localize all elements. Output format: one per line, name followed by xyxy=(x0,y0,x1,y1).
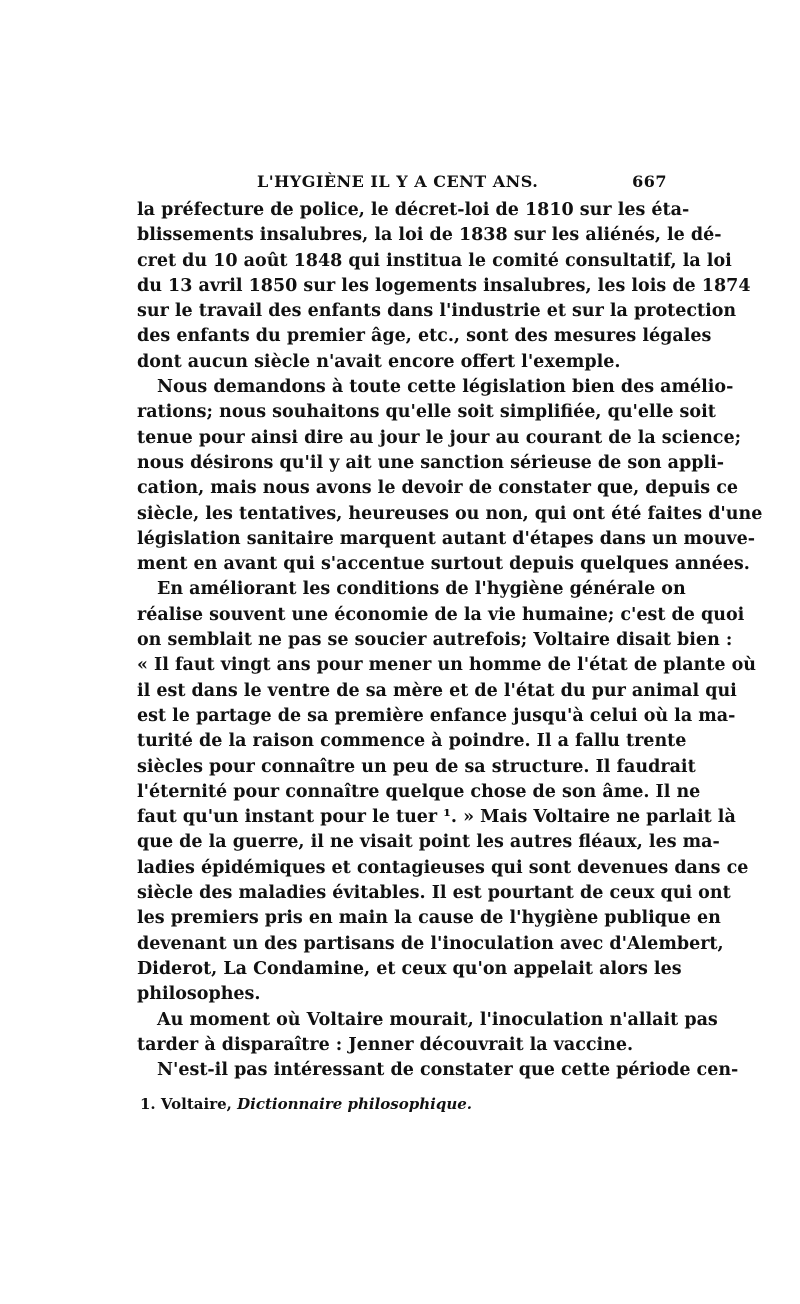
footnote-author: Voltaire, xyxy=(160,1095,232,1113)
text-line: du 13 avril 1850 sur les logements insalubres, les lois de 1874 xyxy=(137,275,751,296)
text-line: Nous demandons à toute cette législation bien des amélio- xyxy=(157,377,734,398)
text-line: sur le travail des enfants dans l'industrie et sur la protection xyxy=(137,301,737,322)
text-line: réalise souvent une économie de la vie humaine; c'est de quoi xyxy=(137,604,745,625)
text-line: nous désirons qu'il y ait une sanction sérieuse de son appli- xyxy=(137,452,725,473)
text-line: législation sanitaire marquent autant d'étapes dans un mouve- xyxy=(137,528,755,549)
footnote-work: Dictionnaire philosophique. xyxy=(237,1095,472,1113)
page-number: 667 xyxy=(632,172,667,191)
text-line: dont aucun siècle n'avait encore offert l'exemple. xyxy=(137,351,621,372)
text-line: tarder à disparaître : Jenner découvrait la vaccine. xyxy=(137,1034,634,1055)
text-line: siècle des maladies évitables. Il est pourtant de ceux qui ont xyxy=(137,883,731,904)
running-header xyxy=(137,172,667,196)
text-line: faut qu'un instant pour le tuer ¹. » Mais Voltaire ne parlait là xyxy=(137,807,736,828)
text-line: siècle, les tentatives, heureuses ou non, qui ont été faites d'une xyxy=(137,503,763,524)
text-line: rations; nous souhaitons qu'elle soit simplifiée, qu'elle soit xyxy=(137,402,716,423)
text-line: la préfecture de police, le décret-loi de 1810 sur les éta- xyxy=(137,200,690,220)
text-line: Au moment où Voltaire mourait, l'inoculation n'allait pas xyxy=(157,1009,718,1030)
running-title: L'HYGIÈNE IL Y A CENT ANS. xyxy=(257,172,539,191)
text-line: devenant un des partisans de l'inoculation avec d'Alembert, xyxy=(137,933,724,954)
text-line: ment en avant qui s'accentue surtout depuis quelques années. xyxy=(137,554,750,575)
text-line: En améliorant les conditions de l'hygiène générale on xyxy=(157,579,686,600)
footnote xyxy=(140,1095,472,1113)
body-text xyxy=(137,198,763,1083)
text-line: cret du 10 août 1848 qui institua le comité consultatif, la loi xyxy=(137,250,732,271)
text-line: l'éternité pour connaître quelque chose de son âme. Il ne xyxy=(137,781,701,802)
text-line: turité de la raison commence à poindre. Il a fallu trente xyxy=(137,731,687,752)
text-line: est le partage de sa première enfance jusqu'à celui où la ma- xyxy=(137,705,736,726)
text-line: N'est-il pas intéressant de constater que cette période cen- xyxy=(157,1060,739,1081)
text-line: les premiers pris en main la cause de l'hygiène publique en xyxy=(137,908,721,929)
text-line: ladies épidémiques et contagieuses qui sont devenues dans ce xyxy=(137,857,749,878)
text-line: blissements insalubres, la loi de 1838 sur les aliénés, le dé- xyxy=(137,225,722,246)
text-line: il est dans le ventre de sa mère et de l'état du pur animal qui xyxy=(137,680,737,701)
text-line: des enfants du premier âge, etc., sont des mesures légales xyxy=(137,326,712,347)
text-line: cation, mais nous avons le devoir de constater que, depuis ce xyxy=(137,478,739,499)
text-line: que de la guerre, il ne visait point les autres fléaux, les ma- xyxy=(137,832,720,853)
text-line: Diderot, La Condamine, et ceux qu'on appelait alors les xyxy=(137,958,682,979)
text-line: on semblait ne pas se soucier autrefois; Voltaire disait bien : xyxy=(137,630,733,651)
text-line: philosophes. xyxy=(137,984,261,1005)
text-line: « Il faut vingt ans pour mener un homme de l'état de plante où xyxy=(137,655,756,676)
text-line: tenue pour ainsi dire au jour le jour au courant de la science; xyxy=(137,427,742,448)
footnote-number: 1. xyxy=(140,1095,156,1113)
text-line: siècles pour connaître un peu de sa structure. Il faudrait xyxy=(137,756,696,777)
